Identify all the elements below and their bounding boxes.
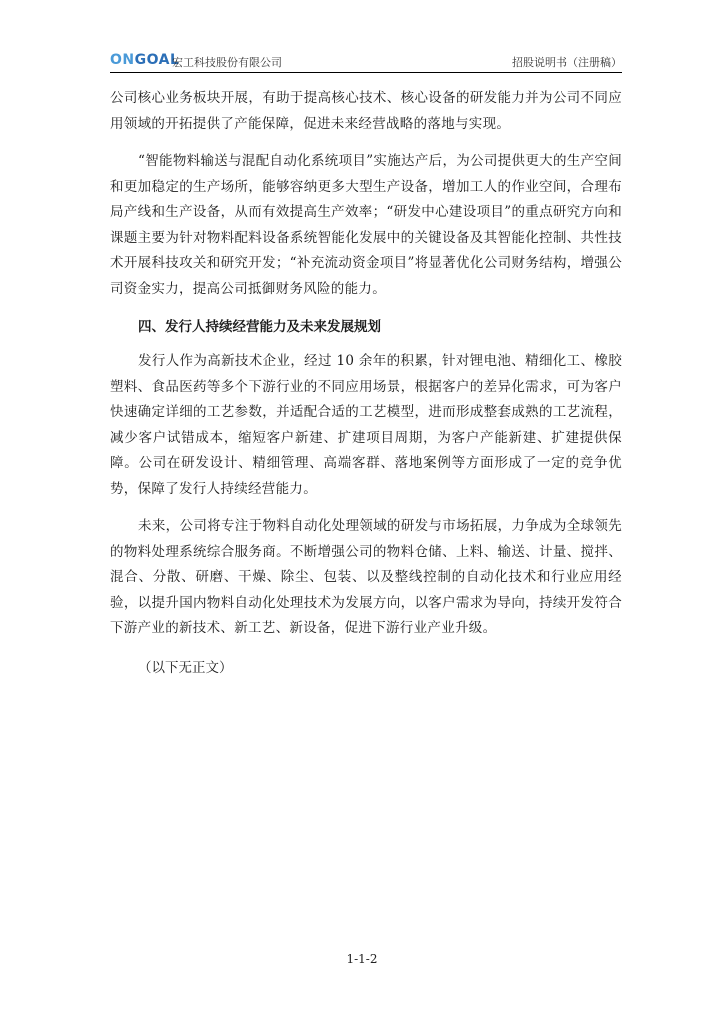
- logo-text-goal: GOAL: [134, 52, 180, 68]
- document-body: [110, 86, 622, 681]
- paragraph-continuation: 公司核心业务板块开展，有助于提高核心技术、核心设备的研发能力并为公司不同应用领域的开拓提供了产能保障，促进未来经营战略的落地与实现。: [110, 90, 622, 132]
- paragraph-fundraising-projects: “智能物料输送与混配自动化系统项目”实施达产后，为公司提供更大的生产空间和更加稳定的生产场所，能够容纳更多大型生产设备，增加工人的作业空间，合理布局产线和生产设备，从而有效提高生产效率；“研发中心建设项目”的重点研究方向和课题主要为针对物料配料设备系统智能化发展中的关键设备及其智能化控制、共性技术开展科技攻关和研究开发；“补充流动资金项目”将显著优化公司财务结构，增强公司资金实力，提高公司抵御财务风险的能力。: [110, 153, 622, 297]
- company-name: 宏工科技股份有限公司: [172, 56, 282, 69]
- page-number: 1-1-2: [346, 952, 378, 966]
- document-title: 招股说明书（注册稿）: [512, 56, 622, 69]
- company-logo: [110, 52, 179, 68]
- page-header: [110, 50, 622, 73]
- closing-note: （以下无正文）: [138, 659, 233, 676]
- logo-text-on: ON: [110, 52, 135, 68]
- section-heading: 四、发行人持续经营能力及未来发展规划: [138, 319, 381, 335]
- paragraph-future-plan: 未来，公司将专注于物料自动化处理领域的研发与市场拓展，力争成为全球领先的物料处理系统综合服务商。不断增强公司的物料仓储、上料、输送、计量、搅拌、混合、分散、研磨、干燥、除尘、包装、以及整线控制的自动化技术和行业应用经验，以提升国内物料自动化处理技术为发展方向，以客户需求为导向，持续开发符合下游产业的新技术、新工艺、新设备，促进下游行业产业升级。: [110, 518, 622, 636]
- paragraph-operating-capability: 发行人作为高新技术企业，经过 10 余年的积累，针对锂电池、精细化工、橡胶塑料、食品医药等多个下游行业的不同应用场景，根据客户的差异化需求，可为客户快速确定详细的工艺参数，并适配合适的工艺模型，进而形成整套成熟的工艺流程，减少客户试错成本，缩短客户新建、扩建项目周期，为客户产能新建、扩建提供保障。公司在研发设计、精细管理、高端客群、落地案例等方面形成了一定的竞争优势，保障了发行人持续经营能力。: [110, 353, 622, 497]
